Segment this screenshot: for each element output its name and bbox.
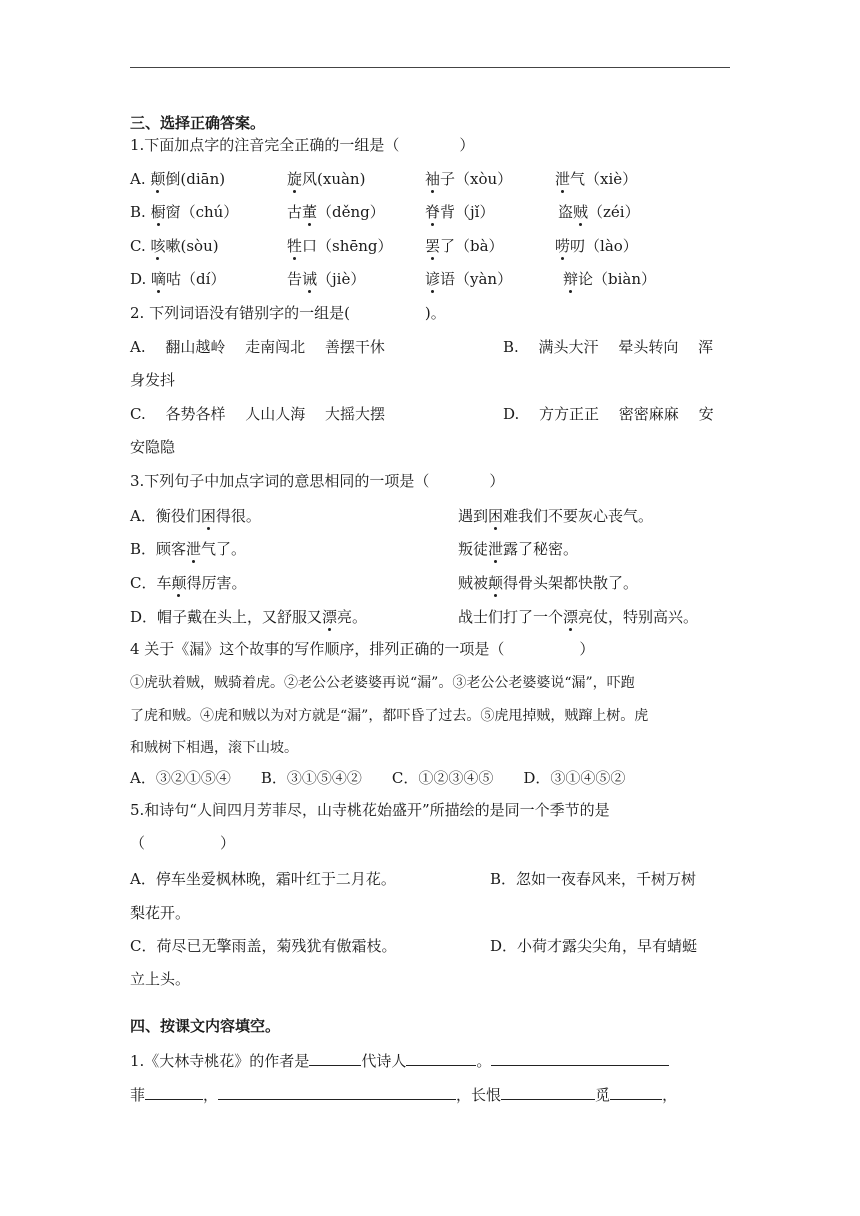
q3-row-right-sentence: [458, 573, 638, 593]
q1-option-d-item: [130, 269, 225, 289]
q1-option-d-item: [425, 269, 512, 289]
q1-stem: 1.下面加点字的注音完全正确的一组是（ ）: [130, 136, 475, 154]
sentence-text: 叛徒: [458, 540, 489, 558]
q2-option-d: D. 方方正正 密密麻麻 安: [503, 405, 714, 423]
item-text: 咕（dí）: [166, 270, 226, 288]
sentence-text: 得很。: [215, 507, 261, 525]
dotted-char: 牲: [287, 237, 303, 255]
item-text: 语（yàn）: [440, 270, 513, 288]
item-text: 背（jǐ）: [440, 203, 495, 221]
item-text: 了（bà）: [440, 237, 504, 255]
dotted-char: 诫: [302, 270, 318, 288]
q2-stem: 2. 下列词语没有错别字的一组是( )。: [130, 304, 446, 322]
dotted-char: 贼: [573, 203, 589, 221]
item-text: 盗: [558, 203, 574, 221]
q5-option-d-cont: 立上头。: [130, 970, 191, 988]
sentence-text: 难我们不要灰心丧气。: [503, 507, 654, 525]
dotted-char: 漂: [563, 608, 579, 626]
blank-poet[interactable]: [406, 1050, 476, 1066]
dotted-char: 橱: [150, 203, 166, 221]
sentence-text: 贼被: [458, 574, 489, 592]
q1-option-b-item: [130, 202, 238, 222]
dotted-char: 咳: [150, 237, 166, 255]
q5-option-d: D．小荷才露尖尖角，早有蜻蜓: [490, 937, 698, 955]
q1-option-a-item: [130, 169, 225, 189]
s4-q1-text-c: 。: [476, 1052, 492, 1070]
q2-option-d-cont: 安隐隐: [130, 438, 176, 456]
s4-q1-text-d: 菲: [130, 1086, 146, 1104]
dotted-char: 泄: [186, 540, 202, 558]
blank-dynasty[interactable]: [309, 1050, 361, 1066]
q3-row-right-sentence: [458, 506, 653, 526]
s4-q1-line1: [130, 1050, 669, 1071]
dotted-char: 颠: [488, 574, 504, 592]
sentence-text: 遇到: [458, 507, 489, 525]
section3-heading: 三、选择正确答案。: [130, 114, 266, 132]
q1-option-c-item: [130, 236, 219, 256]
blank-poem-line1-end[interactable]: [145, 1084, 203, 1100]
item-text: （děng）: [317, 203, 385, 221]
dotted-char: 袖: [425, 170, 441, 188]
item-text: 倒(diān): [165, 170, 226, 188]
dotted-char: 颠: [171, 574, 187, 592]
q3-row-left-sentence: [130, 506, 261, 526]
q4-options: A．③②①⑤④ B．③①⑤④② C．①②③④⑤ D．③①④⑤②: [130, 769, 626, 787]
q1-option-b-item: [287, 202, 385, 222]
q5-stem: 5.和诗句“人间四月芳菲尽，山寺桃花始盛开”所描绘的是同一个季节的是: [130, 801, 610, 819]
q3-stem: 3.下列句子中加点字词的意思相同的一项是（ ）: [130, 472, 505, 490]
dotted-char: 颠: [150, 170, 166, 188]
q4-text-line1: ①虎驮着贼，贼骑着虎。②老公公老婆婆再说“漏”。③老公公老婆婆说“漏”，吓跑: [130, 675, 635, 691]
q1-option-a-item: [555, 169, 637, 189]
dotted-char: 罢: [425, 237, 441, 255]
item-text: （jiè）: [317, 270, 366, 288]
s4-q1-text-h: ，: [662, 1086, 678, 1104]
q5-option-b: B．忽如一夜春风来，千树万树: [490, 870, 697, 888]
sentence-text: C．车: [130, 574, 172, 592]
sentence-text: 气了。: [201, 540, 247, 558]
dotted-char: 董: [302, 203, 318, 221]
q5-option-b-cont: 梨花开。: [130, 904, 191, 922]
dotted-char: 嘀: [151, 270, 167, 288]
item-text: 古: [287, 203, 303, 221]
s4-q1-text-a: 1.《大林寺桃花》的作者是: [130, 1052, 310, 1070]
q3-row-left-sentence: [130, 573, 247, 593]
dotted-char: 困: [488, 507, 504, 525]
sentence-text: D．帽子戴在头上，又舒服又: [130, 608, 323, 626]
q4-stem: 4 关于《漏》这个故事的写作顺序，排列正确的一项是（ ）: [130, 640, 595, 658]
q3-row-right-sentence: [458, 539, 578, 559]
header-rule: [130, 67, 730, 68]
dotted-char: 泄: [488, 540, 504, 558]
section4-heading: 四、按课文内容填空。: [130, 1017, 281, 1035]
item-text: 嗽(sòu): [165, 237, 219, 255]
item-text: 叨（lào）: [570, 237, 638, 255]
q1-option-label: C.: [130, 237, 151, 255]
blank-poem-line3[interactable]: [501, 1084, 595, 1100]
sentence-text: 战士们打了一个: [458, 608, 564, 626]
sentence-text: A．衡役们: [130, 507, 201, 525]
q2-option-b: B. 满头大汗 晕头转向 浑: [503, 338, 714, 356]
item-text: 气（xiè）: [570, 170, 638, 188]
q1-option-b-item: [558, 202, 640, 222]
dotted-char: 泄: [555, 170, 571, 188]
q4-text-line2: 了虎和贼。④虎和贼以为对方就是“漏”，都吓昏了过去。⑤虎甩掉贼，贼蹿上树。虎: [130, 708, 649, 724]
q3-row-left-sentence: [130, 539, 246, 559]
item-text: 风(xuàn): [302, 170, 366, 188]
q5-option-c: C．荷尽已无擎雨盖，菊残犹有傲霜枝。: [130, 937, 397, 955]
q1-option-c-item: [425, 236, 504, 256]
sentence-text: 亮。: [337, 608, 368, 626]
q5-option-a: A．停车坐爱枫林晚，霜叶红于二月花。: [130, 870, 396, 888]
item-text: 告: [287, 270, 303, 288]
q2-option-b-cont: 身发抖: [130, 371, 176, 389]
item-text: 论（biàn）: [578, 270, 657, 288]
q1-option-d-item: [563, 269, 656, 289]
q1-option-label: A.: [130, 170, 151, 188]
item-text: 窗（chú）: [165, 203, 239, 221]
s4-q1-text-e: ，: [203, 1086, 219, 1104]
q1-option-a-item: [425, 169, 512, 189]
dotted-char: 唠: [555, 237, 571, 255]
q3-row-right-sentence: [458, 607, 698, 627]
s4-q1-line2: [130, 1084, 677, 1105]
q5-paren: （ ）: [130, 834, 236, 852]
sentence-text: 露了秘密。: [503, 540, 579, 558]
dotted-char: 辩: [563, 270, 579, 288]
q2-option-c: C. 各势各样 人山人海 大摇大摆: [130, 405, 386, 423]
item-text: （zéi）: [588, 203, 640, 221]
dotted-char: 旋: [287, 170, 303, 188]
sentence-text: 得厉害。: [186, 574, 247, 592]
s4-q1-text-f: ，长恨: [456, 1086, 502, 1104]
q1-option-a-item: [287, 169, 365, 189]
q2-option-a: A. 翻山越岭 走南闯北 善摆干休: [130, 338, 385, 356]
sentence-text: 得骨头架都快散了。: [503, 574, 639, 592]
q1-option-d-item: [287, 269, 365, 289]
dotted-char: 困: [200, 507, 216, 525]
blank-poem-line1[interactable]: [491, 1050, 669, 1066]
dotted-char: 脊: [425, 203, 441, 221]
s4-q1-text-g: 觅: [595, 1086, 611, 1104]
item-text: 子（xòu）: [440, 170, 513, 188]
s4-q1-text-b: 代诗人: [361, 1052, 407, 1070]
blank-poem-line2[interactable]: [218, 1084, 456, 1100]
dotted-char: 谚: [425, 270, 441, 288]
q1-option-label: D.: [130, 270, 152, 288]
q1-option-b-item: [425, 202, 494, 222]
q1-option-label: B.: [130, 203, 151, 221]
blank-poem-line3-end[interactable]: [610, 1084, 662, 1100]
sentence-text: 亮仗，特别高兴。: [578, 608, 699, 626]
q1-option-c-item: [555, 236, 638, 256]
q1-option-c-item: [287, 236, 393, 256]
sentence-text: B．顾客: [130, 540, 187, 558]
dotted-char: 漂: [322, 608, 338, 626]
q3-row-left-sentence: [130, 607, 367, 627]
q4-text-line3: 和贼树下相遇，滚下山坡。: [130, 740, 298, 756]
item-text: 口（shēng）: [302, 237, 393, 255]
